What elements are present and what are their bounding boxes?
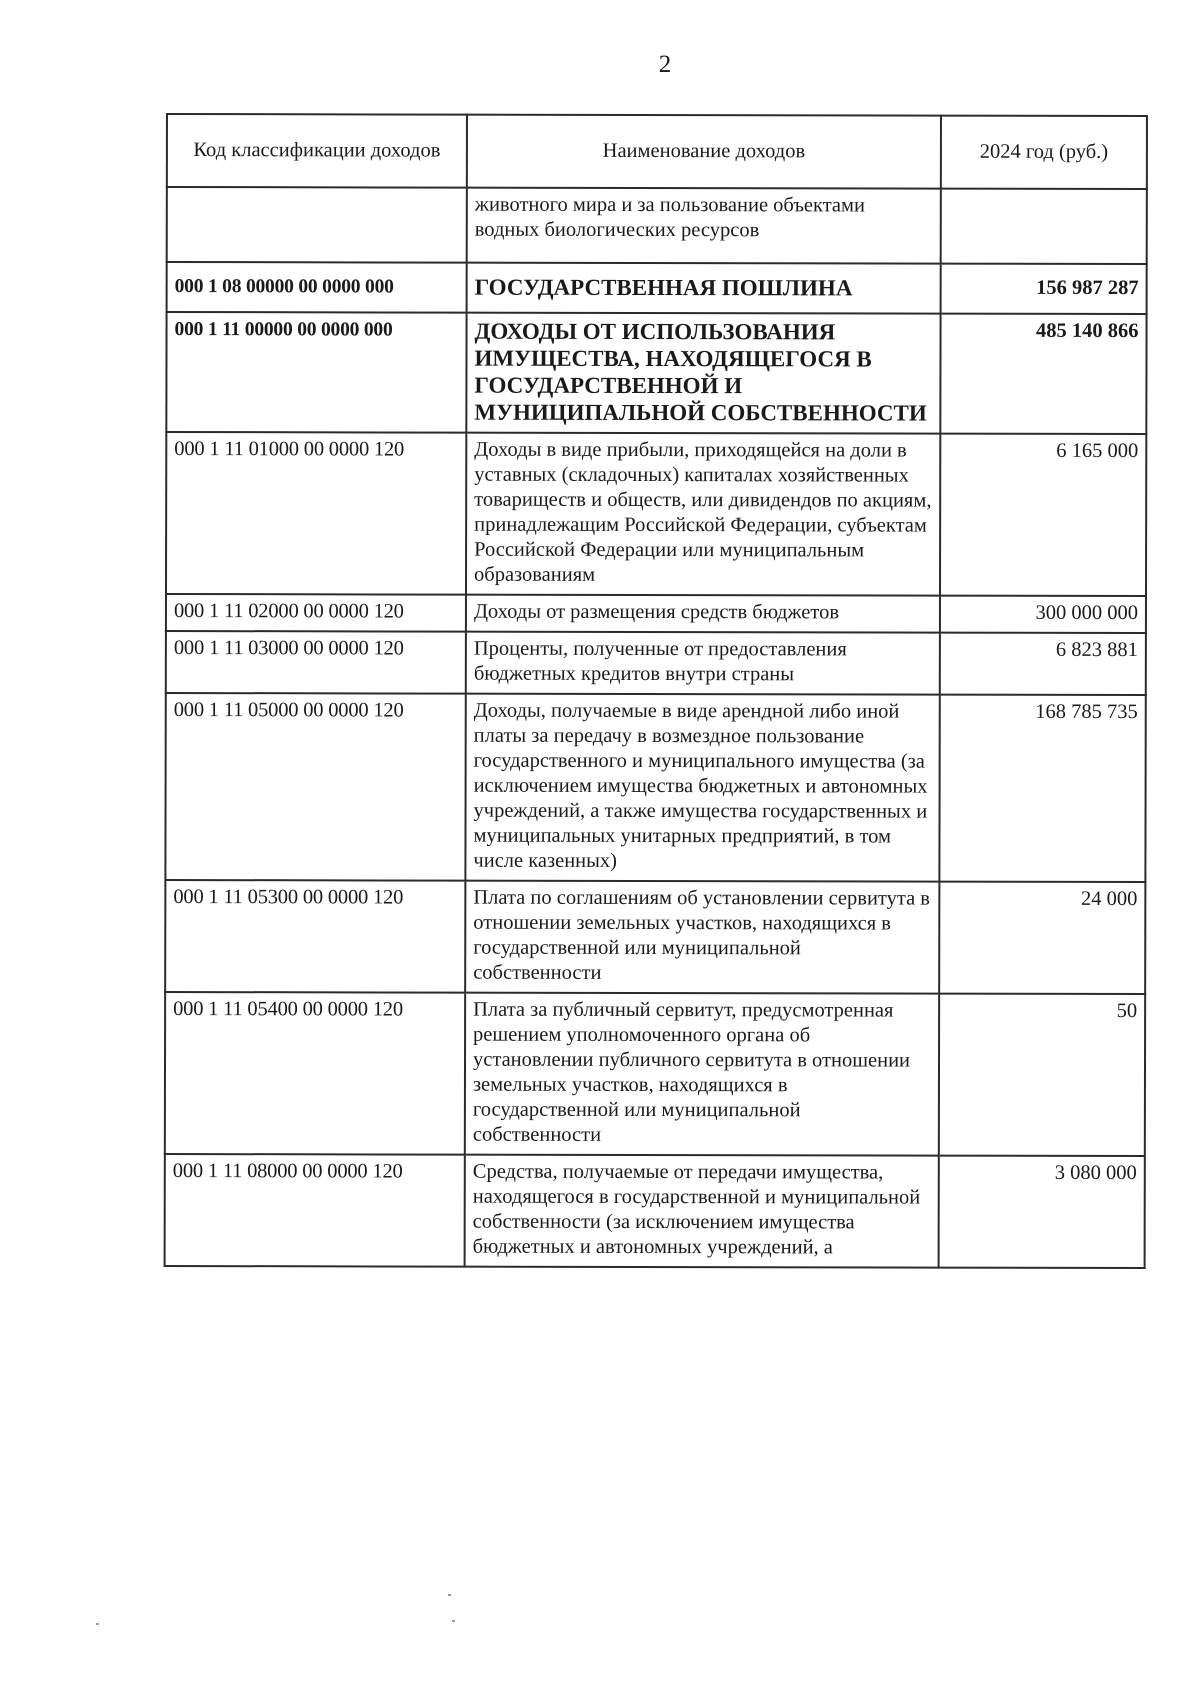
row-code: 000 1 11 08000 00 0000 120 [165,1154,465,1267]
table-row [165,1154,1145,1268]
header-row [167,114,1147,189]
table-row [166,594,1146,633]
row-name: Доходы, получаемые в виде арендной либо иной платы за передачу в возмездное пользование государственного и муниципального имущества (за исключением имущества бюджетных и автономных учреждений, а также имущества государственных и муниципальных унитарных предприятий, в том числе казенных) [465,694,939,882]
row-code: 000 1 11 03000 00 0000 120 [166,631,466,694]
table-header [167,114,1147,189]
table-row [167,187,1147,264]
scan-speck [448,1594,451,1596]
row-name: Доходы от размещения средств бюджетов [466,595,940,633]
row-code: 000 1 11 00000 00 0000 000 [166,312,466,433]
table-row-section [166,312,1146,434]
row-amount: 24 000 [939,882,1145,994]
row-amount [941,189,1147,264]
row-code: 000 1 11 01000 00 0000 120 [166,432,466,595]
header-code: Код классификации доходов [167,114,467,188]
table-row [165,880,1145,994]
table-row-section [167,262,1147,314]
page-number: 2 [658,51,672,78]
row-code: 000 1 11 05400 00 0000 120 [165,992,465,1155]
row-name: ГОСУДАРСТВЕННАЯ ПОШЛИНА [467,263,941,314]
row-code: 000 1 11 05000 00 0000 120 [165,693,465,881]
table-row [166,631,1146,695]
row-name: Плата за публичный сервитут, предусмотренная решением уполномоченного органа об установлении публичного сервитута в отношении земельных участков, находящихся в государственной или муниципальной собственности [465,993,939,1156]
row-amount: 6 823 881 [940,633,1146,695]
row-amount: 6 165 000 [940,434,1146,596]
row-name: Проценты, полученные от предоставления бюджетных кредитов внутри страны [466,632,940,695]
row-amount: 300 000 000 [940,596,1146,633]
row-code: 000 1 08 00000 00 0000 000 [167,262,467,313]
row-amount: 168 785 735 [939,695,1145,882]
row-amount: 156 987 287 [941,264,1147,314]
header-amount: 2024 год (руб.) [941,116,1147,189]
row-name: Средства, получаемые от передачи имущества, находящегося в государственной и муниципальной собственности (за исключением имущества бюджетных и автономных учреждений, а [465,1155,939,1268]
scan-speck [96,1623,99,1625]
table-row [165,693,1145,882]
row-code: 000 1 11 02000 00 0000 120 [166,594,466,632]
table-row [165,992,1145,1156]
row-amount: 3 080 000 [939,1156,1145,1268]
row-amount: 50 [939,994,1145,1156]
row-name: Плата по соглашениям об установлении сервитута в отношении земельных участков, находящихся в государственной или муниципальной собственности [465,881,939,994]
row-name: ДОХОДЫ ОТ ИСПОЛЬЗОВАНИЯ ИМУЩЕСТВА, НАХОДЯЩЕГОСЯ В ГОСУДАРСТВЕННОЙ И МУНИЦИПАЛЬНОЙ СОБСТВЕННОСТИ [466,313,940,434]
revenue-table [164,113,1148,1269]
header-name: Наименование доходов [467,115,941,189]
row-name: Доходы в виде прибыли, приходящейся на доли в уставных (складочных) капиталах хозяйственных товариществ и обществ, или дивидендов по акциям, принадлежащим Российской Федерации, субъектам Российской Федерации или муниципальным образованиям [466,433,940,596]
row-name: животного мира и за пользование объектами водных биологических ресурсов [467,188,941,264]
table-row [166,432,1146,596]
row-code [167,187,467,263]
table-body [165,187,1147,1268]
row-code: 000 1 11 05300 00 0000 120 [165,880,465,993]
row-amount: 485 140 866 [940,314,1146,434]
scan-speck [452,1620,455,1622]
